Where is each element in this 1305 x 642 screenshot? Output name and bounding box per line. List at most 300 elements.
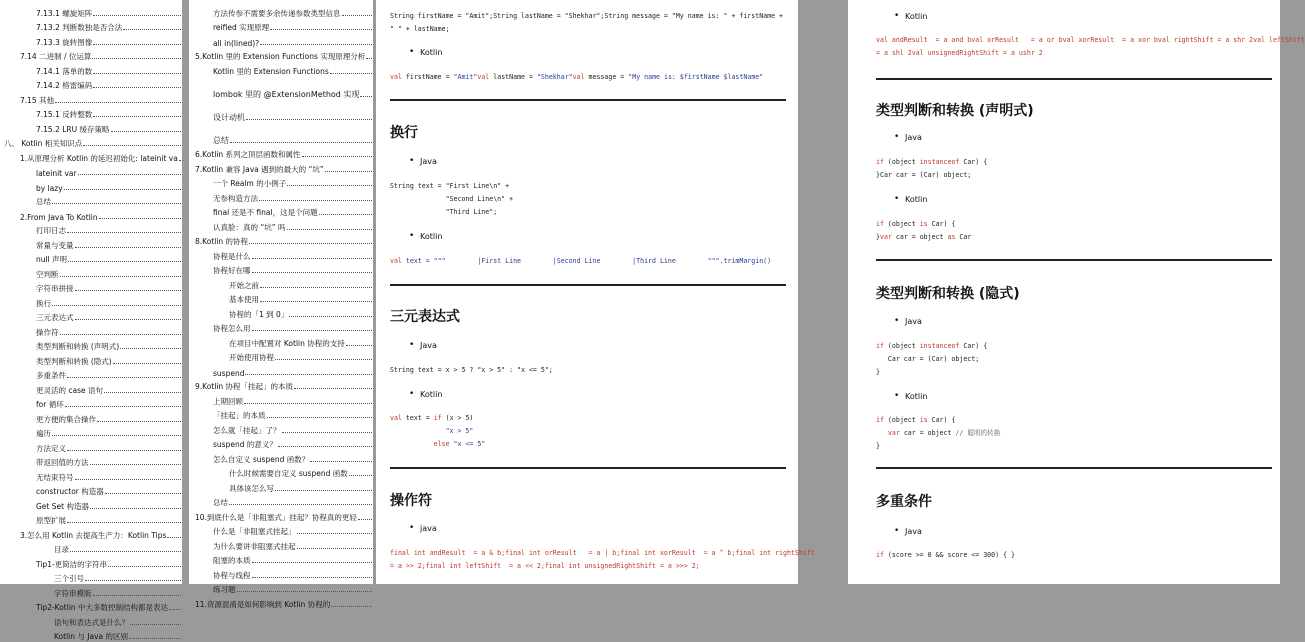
toc-entry-label: 常量与变量 <box>36 240 74 251</box>
toc-entry-label: 带返回值的方法 <box>36 457 89 468</box>
toc-leader-dots <box>83 145 181 146</box>
toc-entry-label: 打印日志 <box>36 225 66 236</box>
toc-entry-label: 换行 <box>36 298 51 309</box>
toc-entry-label: 语句和表达式是什么？ <box>54 617 129 628</box>
toc-leader-dots <box>65 406 181 407</box>
toc-entry-label: 7.15 其他 <box>20 95 54 106</box>
toc-leader-dots <box>252 562 373 563</box>
toc-leader-dots <box>52 305 181 306</box>
toc-leader-dots <box>167 537 181 538</box>
toc-list <box>0 0 182 642</box>
toc-entry[interactable] <box>0 207 182 222</box>
toc-leader-dots <box>252 272 373 273</box>
code-keyword: if <box>876 551 884 559</box>
toc-entry[interactable] <box>0 468 182 483</box>
toc-leader-dots <box>275 490 372 491</box>
toc-leader-dots <box>260 287 372 288</box>
toc-leader-dots <box>130 624 181 625</box>
toc-entry[interactable] <box>0 265 182 280</box>
toc-entry-label: by lazy <box>36 184 63 193</box>
code-text: Car) { <box>959 158 987 166</box>
toc-entry-label: 协程与线程 <box>213 570 251 581</box>
toc-entry[interactable] <box>189 465 373 480</box>
toc-entry[interactable] <box>189 479 373 494</box>
code-kotlin-type-check <box>876 218 971 244</box>
toc-entry[interactable] <box>189 421 373 436</box>
toc-leader-dots <box>78 174 181 175</box>
bullet-java: • Java <box>905 133 922 142</box>
toc-entry-label: 7.15.1 反转整数 <box>36 109 92 120</box>
toc-entry-label: 7.14.2 格雷编码 <box>36 80 92 91</box>
toc-entry[interactable] <box>189 146 373 161</box>
toc-entry-label: 在项目中配置对 Kotlin 协程的支持 <box>229 338 345 349</box>
heading-multiple-conditions: 多重条件 <box>876 491 932 511</box>
toc-leader-dots <box>289 316 372 317</box>
code-text: (object <box>884 342 920 350</box>
toc-entry-label: Kotlin 里的 Extension Functions <box>213 66 329 77</box>
content-page-a <box>376 0 798 584</box>
code-text: Car) { <box>928 416 956 424</box>
toc-leader-dots <box>70 551 181 552</box>
toc-leader-dots <box>105 493 181 494</box>
toc-leader-dots <box>85 580 181 581</box>
toc-leader-dots <box>104 392 181 393</box>
toc-leader-dots <box>60 276 182 277</box>
toc-entry-label: 无参构造方法 <box>213 193 258 204</box>
toc-entry-label: 为什么要讲非阻塞式挂起 <box>213 541 296 552</box>
code-line: } <box>876 442 880 450</box>
code-text: (object <box>884 416 920 424</box>
heading-type-check-implicit: 类型判断和转换 (隐式) <box>876 283 1020 303</box>
toc-entry[interactable] <box>189 450 373 465</box>
toc-entry-label: constructor 构造器 <box>36 486 104 497</box>
toc-leader-dots <box>331 606 372 607</box>
toc-leader-dots <box>349 475 372 476</box>
code-keyword: var <box>888 429 900 437</box>
toc-entry-label: 怎么自定义 suspend 函数？ <box>213 454 309 465</box>
toc-entry-label: Tip2-Kotlin 中大多数控制结构都是表达 <box>36 602 168 613</box>
code-line: }Car car = (Car) object; <box>876 171 971 179</box>
toc-entry-label: 设计动机 <box>213 112 245 123</box>
toc-entry[interactable] <box>0 512 182 527</box>
toc-entry-label: Kotlin 与 Java 的区别 <box>54 631 128 642</box>
section-divider <box>390 284 786 286</box>
toc-entry[interactable] <box>0 352 182 367</box>
toc-leader-dots <box>93 87 181 88</box>
toc-entry-label: for 循环 <box>36 399 64 410</box>
toc-entry-label: 基本使用 <box>229 294 259 305</box>
toc-entry[interactable] <box>189 378 373 393</box>
code-line: Car car = (Car) object; <box>876 355 979 363</box>
toc-entry-label: 认真脸：真的 “坑” 吗 <box>213 222 286 233</box>
toc-leader-dots <box>93 595 182 596</box>
toc-entry[interactable] <box>0 497 182 512</box>
toc-entry[interactable] <box>0 222 182 237</box>
toc-entry[interactable] <box>189 189 373 204</box>
toc-leader-dots <box>129 638 181 639</box>
code-keyword: var <box>880 233 892 241</box>
toc-entry[interactable] <box>189 175 373 190</box>
toc-entry-label: 8.Kotlin 的协程 <box>195 236 248 247</box>
toc-entry-label: 协程的「1 到 0」 <box>229 309 288 320</box>
bullet-kotlin: • Kotlin <box>905 195 927 204</box>
toc-leader-dots <box>319 214 372 215</box>
toc-entry[interactable] <box>0 106 182 121</box>
toc-entry[interactable] <box>189 247 373 262</box>
toc-entry[interactable] <box>189 62 373 77</box>
toc-entry-label: 三元表达式 <box>36 312 74 323</box>
toc-entry-label: all in(lined)? <box>213 39 259 48</box>
toc-entry[interactable] <box>189 334 373 349</box>
toc-entry-label: 多重条件 <box>36 370 66 381</box>
toc-entry[interactable] <box>189 218 373 233</box>
toc-leader-dots <box>302 156 372 157</box>
toc-entry[interactable] <box>189 537 373 552</box>
toc-entry[interactable] <box>0 309 182 324</box>
toc-leader-dots <box>75 319 182 320</box>
toc-leader-dots <box>169 609 181 610</box>
toc-entry-label: 总结 <box>213 135 229 146</box>
code-line: String text = "First Line\n" + <box>390 182 509 190</box>
toc-leader-dots <box>120 348 181 349</box>
toc-entry[interactable] <box>189 436 373 451</box>
toc-entry[interactable] <box>189 48 373 63</box>
toc-entry[interactable] <box>0 251 182 266</box>
toc-entry[interactable] <box>189 363 373 378</box>
code-line: String firstName = "Amit";String lastName = "Shekhar";String message = "My name is: " + firstName + <box>390 12 783 20</box>
toc-entry[interactable] <box>189 349 373 364</box>
toc-entry-label: 遍历 <box>36 428 51 439</box>
toc-entry-label: 上期回顾 <box>213 396 243 407</box>
toc-leader-dots <box>64 189 181 190</box>
toc-entry[interactable] <box>0 135 182 150</box>
toc-entry-label: Get Set 构造器 <box>36 501 89 512</box>
toc-entry[interactable] <box>0 526 182 541</box>
toc-entry[interactable] <box>0 77 182 92</box>
toc-entry[interactable] <box>0 454 182 469</box>
toc-entry[interactable] <box>189 33 373 48</box>
toc-leader-dots <box>108 566 181 567</box>
toc-entry[interactable] <box>0 367 182 382</box>
code-java-string-concat <box>390 10 783 36</box>
code-keyword: else <box>434 440 450 448</box>
toc-entry[interactable] <box>0 280 182 295</box>
toc-leader-dots <box>246 119 372 120</box>
toc-entry-label: 7.14 二进制 / 位运算 <box>20 51 91 62</box>
heading-operators: 操作符 <box>390 490 432 510</box>
toc-entry-label: 怎么就「挂起」了？ <box>213 425 281 436</box>
toc-leader-dots <box>52 203 181 204</box>
toc-entry[interactable] <box>0 120 182 135</box>
toc-entry[interactable] <box>189 320 373 335</box>
bullet-kotlin: • Kotlin <box>905 12 927 21</box>
toc-entry[interactable] <box>0 33 182 48</box>
toc-entry-label: 11.资源混淆是如何影响到 Kotlin 协程的 <box>195 599 330 610</box>
toc-entry-label: reified 实现原理 <box>213 22 269 33</box>
toc-leader-dots <box>67 450 181 451</box>
toc-entry-label: 7.14.1 落单的数 <box>36 66 92 77</box>
code-text: lastName = <box>489 73 537 81</box>
bullet-kotlin: • Kotlin <box>420 48 442 57</box>
toc-leader-dots <box>93 116 181 117</box>
code-text: (object <box>884 158 920 166</box>
toc-entry[interactable] <box>0 570 182 585</box>
code-line: } <box>876 368 880 376</box>
toc-leader-dots <box>278 446 372 447</box>
toc-entry-label: 操作符 <box>36 327 59 338</box>
code-line: "Third Line"; <box>390 208 497 216</box>
toc-entry[interactable] <box>0 483 182 498</box>
toc-entry-label: 7.13.3 旋转图像 <box>36 37 92 48</box>
toc-entry[interactable] <box>0 396 182 411</box>
toc-leader-dots <box>92 58 181 59</box>
code-java-implicit-cast <box>876 340 987 379</box>
toc-leader-dots <box>252 258 373 259</box>
toc-entry[interactable] <box>189 392 373 407</box>
toc-entry[interactable] <box>189 4 373 19</box>
toc-entry-label: 原型扩展 <box>36 515 66 526</box>
toc-leader-dots <box>245 374 372 375</box>
section-divider <box>876 259 1272 261</box>
toc-leader-dots <box>52 435 181 436</box>
toc-entry-label: 协程是什么 <box>213 251 251 262</box>
code-text: (x > 5) <box>442 414 474 422</box>
toc-leader-dots <box>294 388 372 389</box>
toc-leader-dots <box>179 160 183 161</box>
toc-leader-dots <box>99 218 181 219</box>
bullet-java: • Java <box>420 157 437 166</box>
toc-entry-label: null 声明 <box>36 254 67 265</box>
toc-leader-dots <box>249 243 372 244</box>
toc-entry-label: 空判断 <box>36 269 59 280</box>
code-text: Car <box>955 233 971 241</box>
code-text: Car) { <box>928 220 956 228</box>
toc-leader-dots <box>287 185 372 186</box>
code-line: "Second Line\n" + <box>390 195 513 203</box>
toc-leader-dots <box>244 403 372 404</box>
toc-leader-dots <box>252 577 373 578</box>
toc-entry[interactable] <box>189 523 373 538</box>
section-divider <box>876 78 1272 80</box>
toc-entry-label: 开始使用协程 <box>229 352 274 363</box>
code-kotlin-ternary <box>390 412 485 451</box>
toc-entry-label: 字符串拼接 <box>36 283 74 294</box>
toc-entry[interactable] <box>189 19 373 34</box>
toc-entry-label: 方法传参不需要多余传递参数类型信息 <box>213 8 341 19</box>
toc-entry-label: suspend 的意义？ <box>213 439 277 450</box>
code-keyword: as <box>947 233 955 241</box>
bullet-java: • java <box>420 524 437 533</box>
toc-entry-label: 具体该怎么写 <box>229 483 274 494</box>
code-string: "Amit" <box>454 73 478 81</box>
code-text: message = <box>585 73 629 81</box>
toc-entry[interactable] <box>0 584 182 599</box>
toc-leader-dots <box>75 247 182 248</box>
bullet-java: • Java <box>905 317 922 326</box>
toc-entry[interactable] <box>189 566 373 581</box>
code-keyword: if <box>876 342 884 350</box>
toc-entry[interactable] <box>189 123 373 146</box>
toc-entry[interactable] <box>189 595 373 610</box>
code-string: text = """ |First Line |Second Line |Third Line """.trimMargin() <box>402 257 771 265</box>
toc-entry-label: 八、 Kotlin 相关知识点 <box>4 138 82 149</box>
toc-entry[interactable] <box>189 407 373 422</box>
toc-leader-dots <box>93 73 181 74</box>
toc-leader-dots <box>230 142 372 143</box>
toc-entry-label: 类型判断和转换 (隐式) <box>36 356 112 367</box>
toc-entry[interactable] <box>189 160 373 175</box>
toc-leader-dots <box>123 29 181 30</box>
toc-entry[interactable] <box>0 294 182 309</box>
code-line: String text = x > 5 ? "x > 5" : "x <= 5"; <box>390 366 553 374</box>
toc-leader-dots <box>366 58 372 59</box>
toc-entry[interactable] <box>189 291 373 306</box>
toc-leader-dots <box>358 519 372 520</box>
toc-leader-dots <box>260 44 372 45</box>
toc-leader-dots <box>260 301 372 302</box>
code-java-newline <box>390 180 513 219</box>
toc-entry-label: 9.Kotlin 协程「挂起」的本质 <box>195 381 293 392</box>
toc-entry[interactable] <box>0 236 182 251</box>
section-divider <box>390 467 786 469</box>
toc-entry[interactable] <box>0 193 182 208</box>
toc-entry-label: lombok 里的 @ExtensionMethod 实现 <box>213 89 359 100</box>
code-text: Car) { <box>959 342 987 350</box>
toc-entry-label: 什么是「非阻塞式挂起」 <box>213 526 296 537</box>
code-keyword: is <box>920 416 928 424</box>
toc-entry-label: 7.13.2 判断数独是否合法 <box>36 22 122 33</box>
toc-entry[interactable] <box>0 410 182 425</box>
code-text: firstName = <box>402 73 454 81</box>
code-kotlin-smart-cast <box>876 414 1000 453</box>
code-java-multi-condition <box>876 549 1015 562</box>
code-keyword: instanceof <box>920 342 960 350</box>
toc-entry-label: 练习题 <box>213 584 236 595</box>
toc-leader-dots <box>267 417 373 418</box>
toc-entry[interactable] <box>189 552 373 567</box>
toc-entry-label: 更灵活的 case 语句 <box>36 385 103 396</box>
toc-entry-label: 总结 <box>213 497 228 508</box>
section-divider <box>876 467 1272 469</box>
toc-leader-dots <box>259 200 372 201</box>
toc-entry-label: 3.怎么用 Kotlin 去提高生产力：Kotlin Tips <box>20 530 166 541</box>
toc-entry-label: suspend <box>213 369 244 378</box>
toc-entry-label: 更方便的集合操作 <box>36 414 96 425</box>
heading-type-check-declarative: 类型判断和转换 (声明式) <box>876 100 1034 120</box>
toc-entry-label: 一个 Realm 的小例子 <box>213 178 286 189</box>
toc-entry[interactable] <box>0 62 182 77</box>
code-java-ternary <box>390 364 553 377</box>
toc-entry-label: 10.到底什么是「非阻塞式」挂起？协程真的更轻 <box>195 512 357 523</box>
toc-entry[interactable] <box>0 541 182 556</box>
toc-entry[interactable] <box>0 149 182 164</box>
code-line: = a >> 2;final int leftShift = a << 2;final int unsignedRightShift = a >>> 2; <box>390 562 700 570</box>
toc-entry[interactable] <box>0 19 182 34</box>
code-text: text = <box>402 414 434 422</box>
toc-leader-dots <box>67 522 181 523</box>
toc-entry[interactable] <box>189 233 373 248</box>
toc-leader-dots <box>297 548 373 549</box>
toc-leader-dots <box>310 461 372 462</box>
toc-entry[interactable] <box>189 204 373 219</box>
code-string: "x <= 5" <box>450 440 486 448</box>
toc-leader-dots <box>90 508 181 509</box>
toc-entry-label: 无结束符号 <box>36 472 74 483</box>
toc-entry[interactable] <box>0 555 182 570</box>
toc-entry[interactable] <box>0 48 182 63</box>
toc-leader-dots <box>282 432 373 433</box>
code-keyword: is <box>920 220 928 228</box>
code-keyword: val <box>390 73 402 81</box>
toc-entry[interactable] <box>189 77 373 100</box>
toc-entry[interactable] <box>0 628 182 642</box>
toc-entry[interactable] <box>0 613 182 628</box>
code-line: val andResult = a and bval orResult = a or bval xorResult = a xor bval rightShift = a shr 2val leftShift <box>876 36 1305 44</box>
code-keyword: val <box>477 73 489 81</box>
code-keyword: val <box>390 257 402 265</box>
section-divider <box>390 99 786 101</box>
toc-entry[interactable] <box>0 91 182 106</box>
toc-entry[interactable] <box>0 381 182 396</box>
heading-ternary: 三元表达式 <box>390 306 460 326</box>
toc-entry[interactable] <box>0 4 182 19</box>
code-text <box>876 429 888 437</box>
toc-leader-dots <box>342 15 373 16</box>
heading-newline: 换行 <box>390 122 418 142</box>
toc-entry[interactable] <box>189 276 373 291</box>
code-text: (object <box>884 220 920 228</box>
toc-leader-dots <box>360 96 372 97</box>
toc-leader-dots <box>111 131 181 132</box>
toc-leader-dots <box>75 290 182 291</box>
toc-leader-dots <box>229 504 372 505</box>
toc-entry[interactable] <box>0 178 182 193</box>
toc-leader-dots <box>75 479 182 480</box>
toc-entry-label: lateinit var <box>36 169 77 178</box>
toc-entry-label: 开始之前 <box>229 280 259 291</box>
toc-entry[interactable] <box>189 494 373 509</box>
toc-entry[interactable] <box>189 581 373 596</box>
code-keyword: if <box>876 220 884 228</box>
toc-leader-dots <box>346 345 372 346</box>
bullet-kotlin: • Kotlin <box>905 392 927 401</box>
code-text: car = object <box>892 233 948 241</box>
code-line: = a shl 2val unsignedRightShift = a ushr 2 <box>876 49 1043 57</box>
toc-entry[interactable] <box>0 164 182 179</box>
toc-entry[interactable] <box>189 305 373 320</box>
toc-page-left <box>0 0 182 584</box>
code-keyword: if <box>876 416 884 424</box>
code-text: (score >= 0 && score <= 300) { } <box>884 551 1015 559</box>
toc-entry[interactable] <box>189 262 373 277</box>
code-comment: // 聪明的转换 <box>955 429 1000 437</box>
bullet-java: • Java <box>905 527 922 536</box>
toc-entry-label: 目录 <box>54 544 69 555</box>
toc-leader-dots <box>60 334 182 335</box>
toc-entry[interactable] <box>0 323 182 338</box>
code-string: "x > 5" <box>390 427 473 435</box>
toc-entry[interactable] <box>0 599 182 614</box>
toc-entry[interactable] <box>189 100 373 123</box>
toc-entry-label: 6.Kotlin 系列之顶层函数和属性 <box>195 149 301 160</box>
toc-entry-label: Tip1-更简洁的字符串 <box>36 559 107 570</box>
toc-entry[interactable] <box>0 439 182 454</box>
toc-entry[interactable] <box>0 425 182 440</box>
toc-entry[interactable] <box>0 338 182 353</box>
toc-leader-dots <box>287 229 372 230</box>
toc-entry[interactable] <box>189 508 373 523</box>
code-string: "Shekhar" <box>537 73 573 81</box>
